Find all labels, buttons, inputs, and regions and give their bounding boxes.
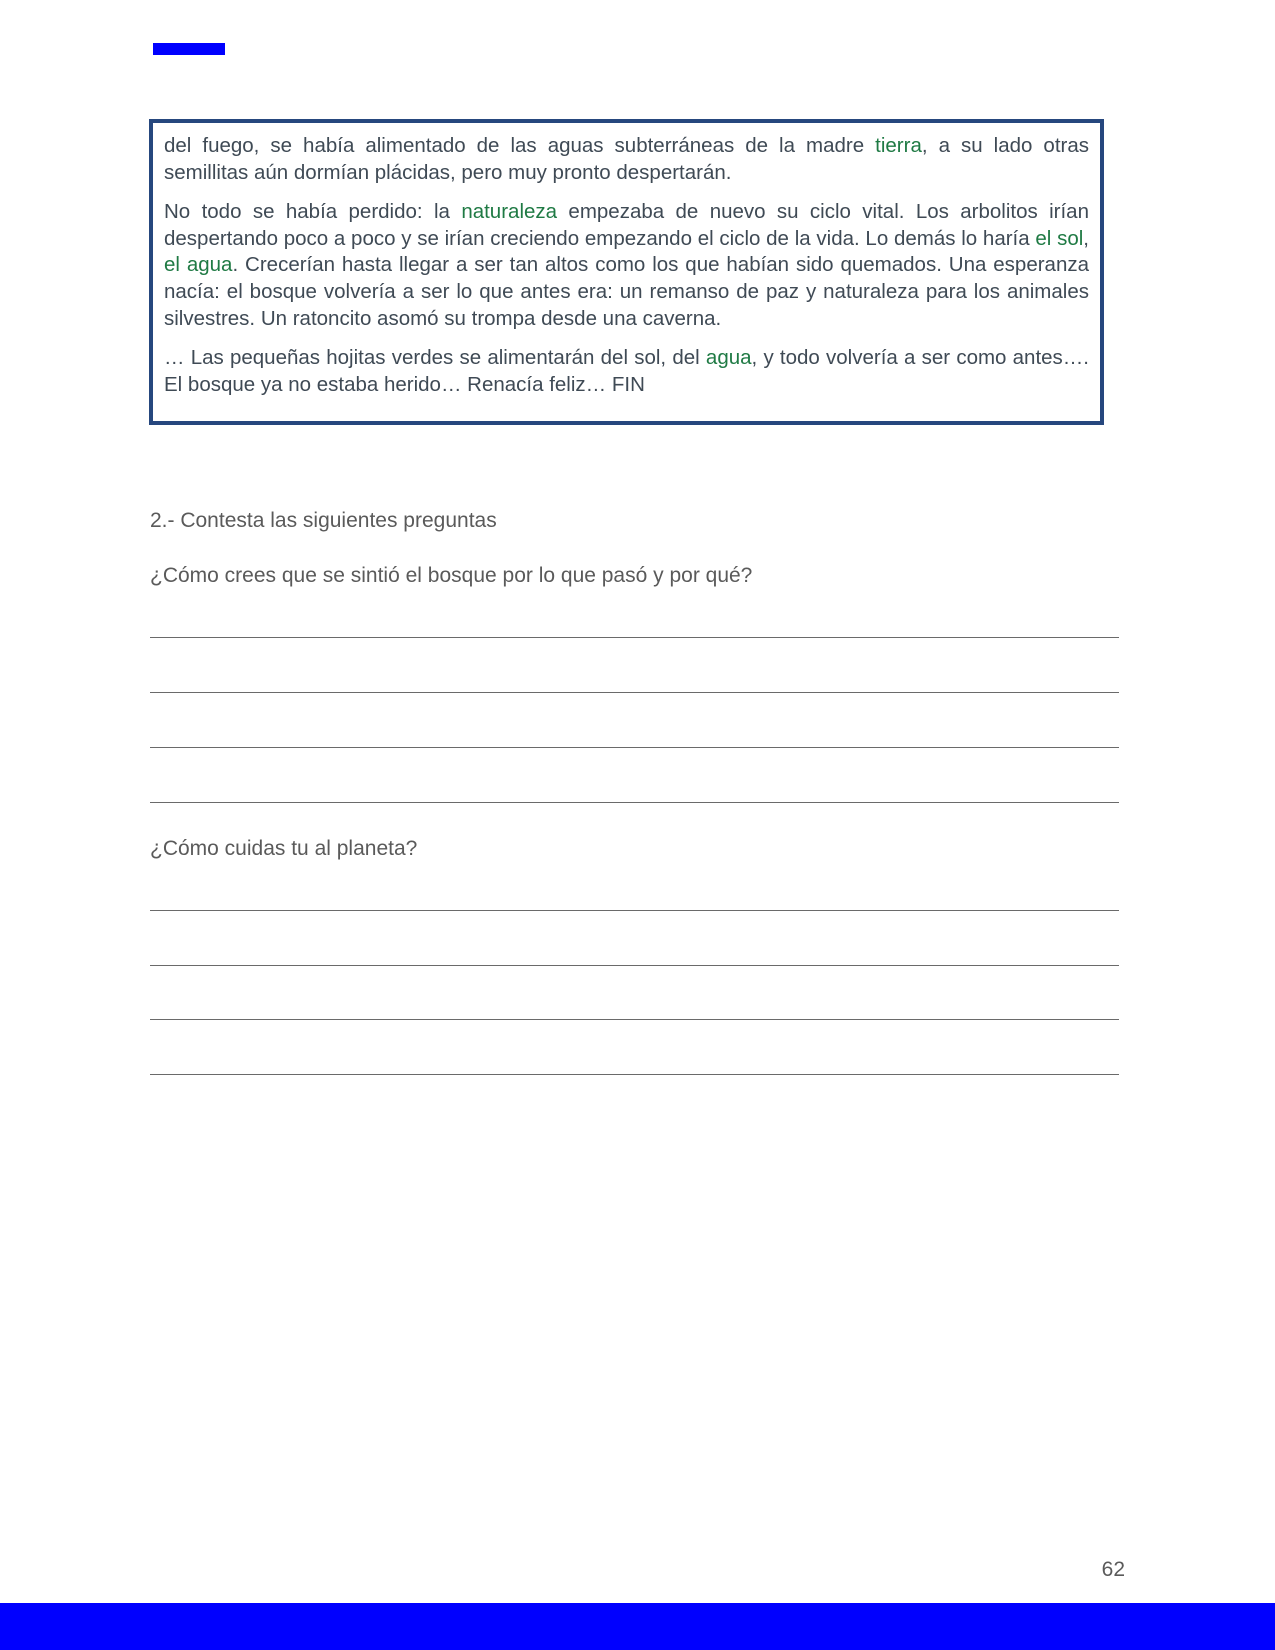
highlight-word: el agua <box>164 253 233 277</box>
story-text-box <box>149 119 1104 425</box>
answer-line[interactable] <box>150 1019 1119 1020</box>
story-text: No todo se había perdido: la <box>164 200 462 224</box>
story-text: del fuego, se había alimentado de las aguas subterráneas de la madre <box>164 134 876 157</box>
story-text: , <box>1083 226 1089 250</box>
highlight-word: tierra <box>875 134 922 157</box>
question-2: ¿Cómo cuidas tu al planeta? <box>150 837 418 860</box>
answer-line[interactable] <box>150 802 1119 803</box>
answer-line[interactable] <box>150 692 1119 693</box>
footer-accent-bar <box>0 1603 1275 1650</box>
answer-line[interactable] <box>150 910 1119 911</box>
story-text: , y todo volvería a ser como antes…. El bosque ya no estaba herido… Renacía feliz… FIN <box>164 346 1089 396</box>
story-text: … Las pequeñas hojitas verdes se alimentarán del sol, del <box>164 346 706 370</box>
story-text: empezaba de nuevo su ciclo vital. Los arbolitos irían despertando poco a poco y se irían creciendo empezando el ciclo de la vida. Lo demás lo haría <box>164 200 1089 250</box>
page-number: 62 <box>1101 1558 1125 1581</box>
highlight-word: agua <box>705 346 752 370</box>
story-paragraph-2 <box>164 199 1089 332</box>
story-text: . Crecerían hasta llegar a ser tan altos como los que habían sido quemados. Una esperanza nacía: el bosque volvería a ser lo que antes era: un remanso de paz y naturaleza para los animales silvestres. Un ratoncito asomó su trompa desde una caverna. <box>164 253 1089 330</box>
highlight-word: el sol <box>1035 226 1084 250</box>
answer-line[interactable] <box>150 965 1119 966</box>
answer-line[interactable] <box>150 1074 1119 1075</box>
story-text: , a su lado otras semillitas aún dormían plácidas, pero muy pronto despertarán. <box>164 134 1089 184</box>
header-accent-bar <box>153 43 225 55</box>
section-title: 2.- Contesta las siguientes preguntas <box>150 509 497 532</box>
answer-line[interactable] <box>150 637 1119 638</box>
highlight-word: naturaleza <box>461 200 558 224</box>
story-paragraph-1 <box>164 133 1089 186</box>
answer-line[interactable] <box>150 747 1119 748</box>
question-1: ¿Cómo crees que se sintió el bosque por lo que pasó y por qué? <box>150 564 753 587</box>
story-paragraph-3 <box>164 345 1089 398</box>
